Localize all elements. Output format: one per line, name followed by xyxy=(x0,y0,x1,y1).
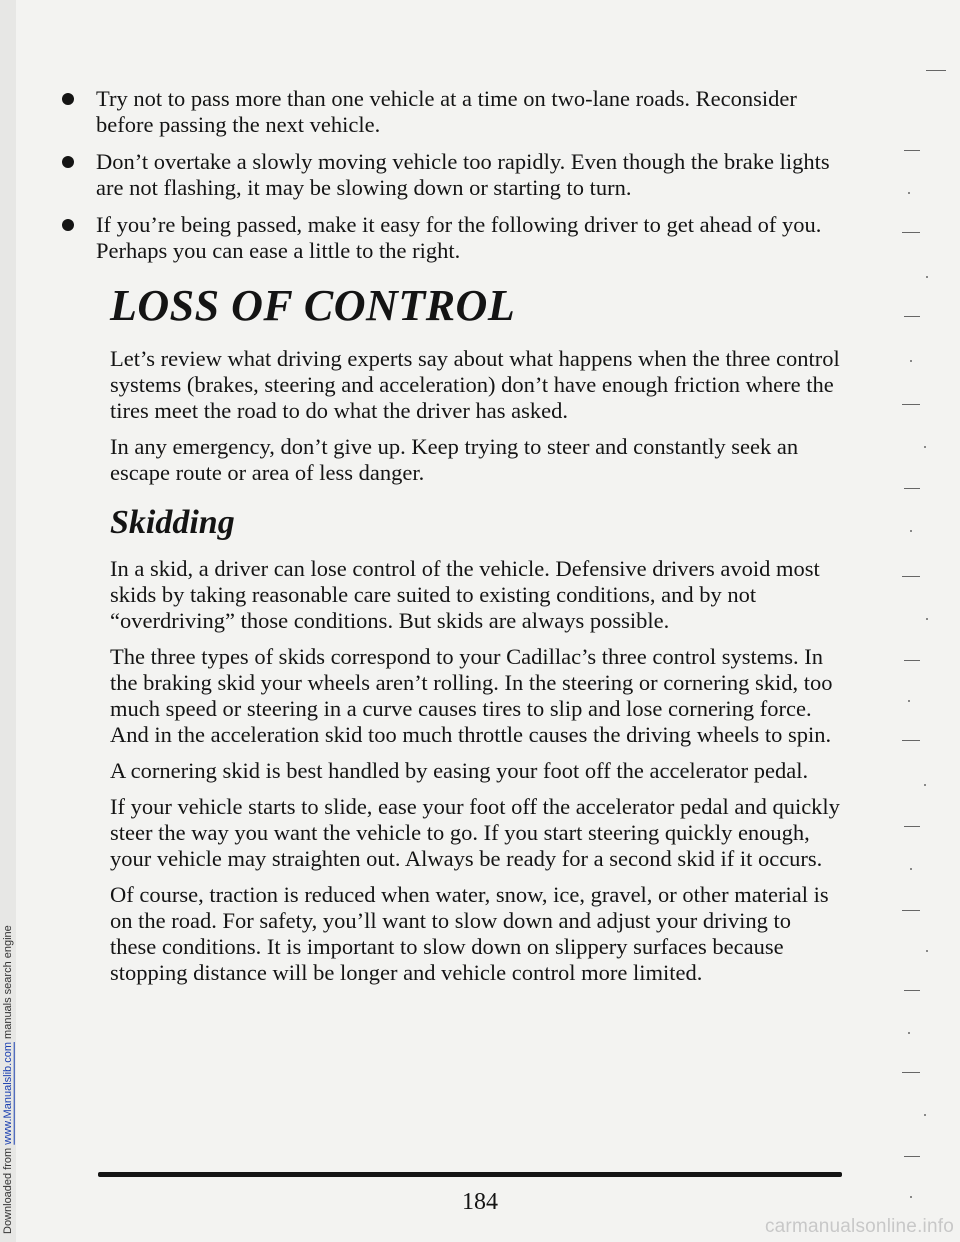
manualslib-link[interactable]: www.Manualslib.com xyxy=(2,1042,14,1145)
page-content xyxy=(62,86,842,996)
bullet-icon xyxy=(62,156,74,168)
list-item-text: If you’re being passed, make it easy for the following driver to get ahead of you. Perhaps you can ease a little to the right. xyxy=(96,212,822,263)
edge-mark xyxy=(904,316,920,317)
site-watermark: carmanualsonline.info xyxy=(764,1216,954,1237)
edge-mark xyxy=(904,990,920,991)
edge-dot xyxy=(910,1196,912,1198)
list-item-text: Don’t overtake a slowly moving vehicle too rapidly. Even though the brake lights are not flashing, it may be slowing down or starting to turn. xyxy=(96,149,830,200)
edge-mark xyxy=(902,1072,920,1073)
edge-mark xyxy=(904,150,920,151)
edge-dot xyxy=(910,530,912,532)
edge-dot xyxy=(908,1032,910,1034)
edge-dot xyxy=(910,868,912,870)
edge-dot xyxy=(926,276,928,278)
edge-dot xyxy=(924,784,926,786)
edge-mark xyxy=(902,576,920,577)
subsection-title: Skidding xyxy=(110,504,235,541)
footer-rule xyxy=(98,1172,842,1177)
download-banner xyxy=(0,0,16,1242)
list-item xyxy=(62,86,842,138)
edge-dot xyxy=(926,618,928,620)
download-banner-suffix: manuals search engine xyxy=(2,925,14,1043)
edge-mark xyxy=(904,826,920,827)
edge-mark xyxy=(902,740,920,741)
bullet-icon xyxy=(62,219,74,231)
edge-dot xyxy=(924,446,926,448)
paragraph: Let’s review what driving experts say about what happens when the three control systems (brakes, steering and acceleration) don’t have enough friction where the tires meet the road to do what the driver has asked. xyxy=(110,346,840,423)
list-item xyxy=(62,149,842,201)
paragraph: In a skid, a driver can lose control of the vehicle. Defensive drivers avoid most skids by taking reasonable care suited to existing conditions, and by not “overdriving” those conditions. But skids are always possible. xyxy=(110,556,820,633)
edge-dot xyxy=(908,192,910,194)
edge-mark xyxy=(902,232,920,233)
paragraph: If your vehicle starts to slide, ease your foot off the accelerator pedal and quickly steer the way you want the vehicle to go. If you start steering quickly enough, your vehicle may straighten out. Always be ready for a second skid if it occurs. xyxy=(110,794,840,871)
edge-mark xyxy=(904,488,920,489)
bullet-icon xyxy=(62,93,74,105)
edge-dot xyxy=(926,950,928,952)
download-banner-prefix: Downloaded from xyxy=(2,1144,14,1234)
edge-dot xyxy=(908,700,910,702)
list-item xyxy=(62,212,842,264)
list-item-text: Try not to pass more than one vehicle at a time on two-lane roads. Reconsider before passing the next vehicle. xyxy=(96,86,797,137)
edge-mark xyxy=(904,660,920,661)
edge-mark xyxy=(904,1156,920,1157)
edge-mark xyxy=(926,70,946,71)
edge-mark xyxy=(902,910,920,911)
passing-tips-list xyxy=(62,86,842,264)
paragraph: In any emergency, don’t give up. Keep trying to steer and constantly seek an escape route or area of less danger. xyxy=(110,434,799,485)
edge-dot xyxy=(910,360,912,362)
edge-dot xyxy=(924,1114,926,1116)
paragraph: A cornering skid is best handled by easing your foot off the accelerator pedal. xyxy=(110,758,809,783)
edge-mark xyxy=(902,404,920,405)
paragraph: The three types of skids correspond to your Cadillac’s three control systems. In the braking skid your wheels aren’t rolling. In the steering or cornering skid, too much speed or steering in a curve causes tires to slip and lose cornering force. And in the acceleration skid too much throttle causes the driving wheels to spin. xyxy=(110,644,833,747)
paragraph: Of course, traction is reduced when water, snow, ice, gravel, or other material is on the road. For safety, you’ll want to slow down and adjust your driving to these conditions. It is important to slow down on slippery surfaces because stopping distance will be longer and vehicle control more limited. xyxy=(110,882,829,985)
section-title: LOSS OF CONTROL xyxy=(110,281,516,330)
page-number: 184 xyxy=(462,1189,498,1215)
